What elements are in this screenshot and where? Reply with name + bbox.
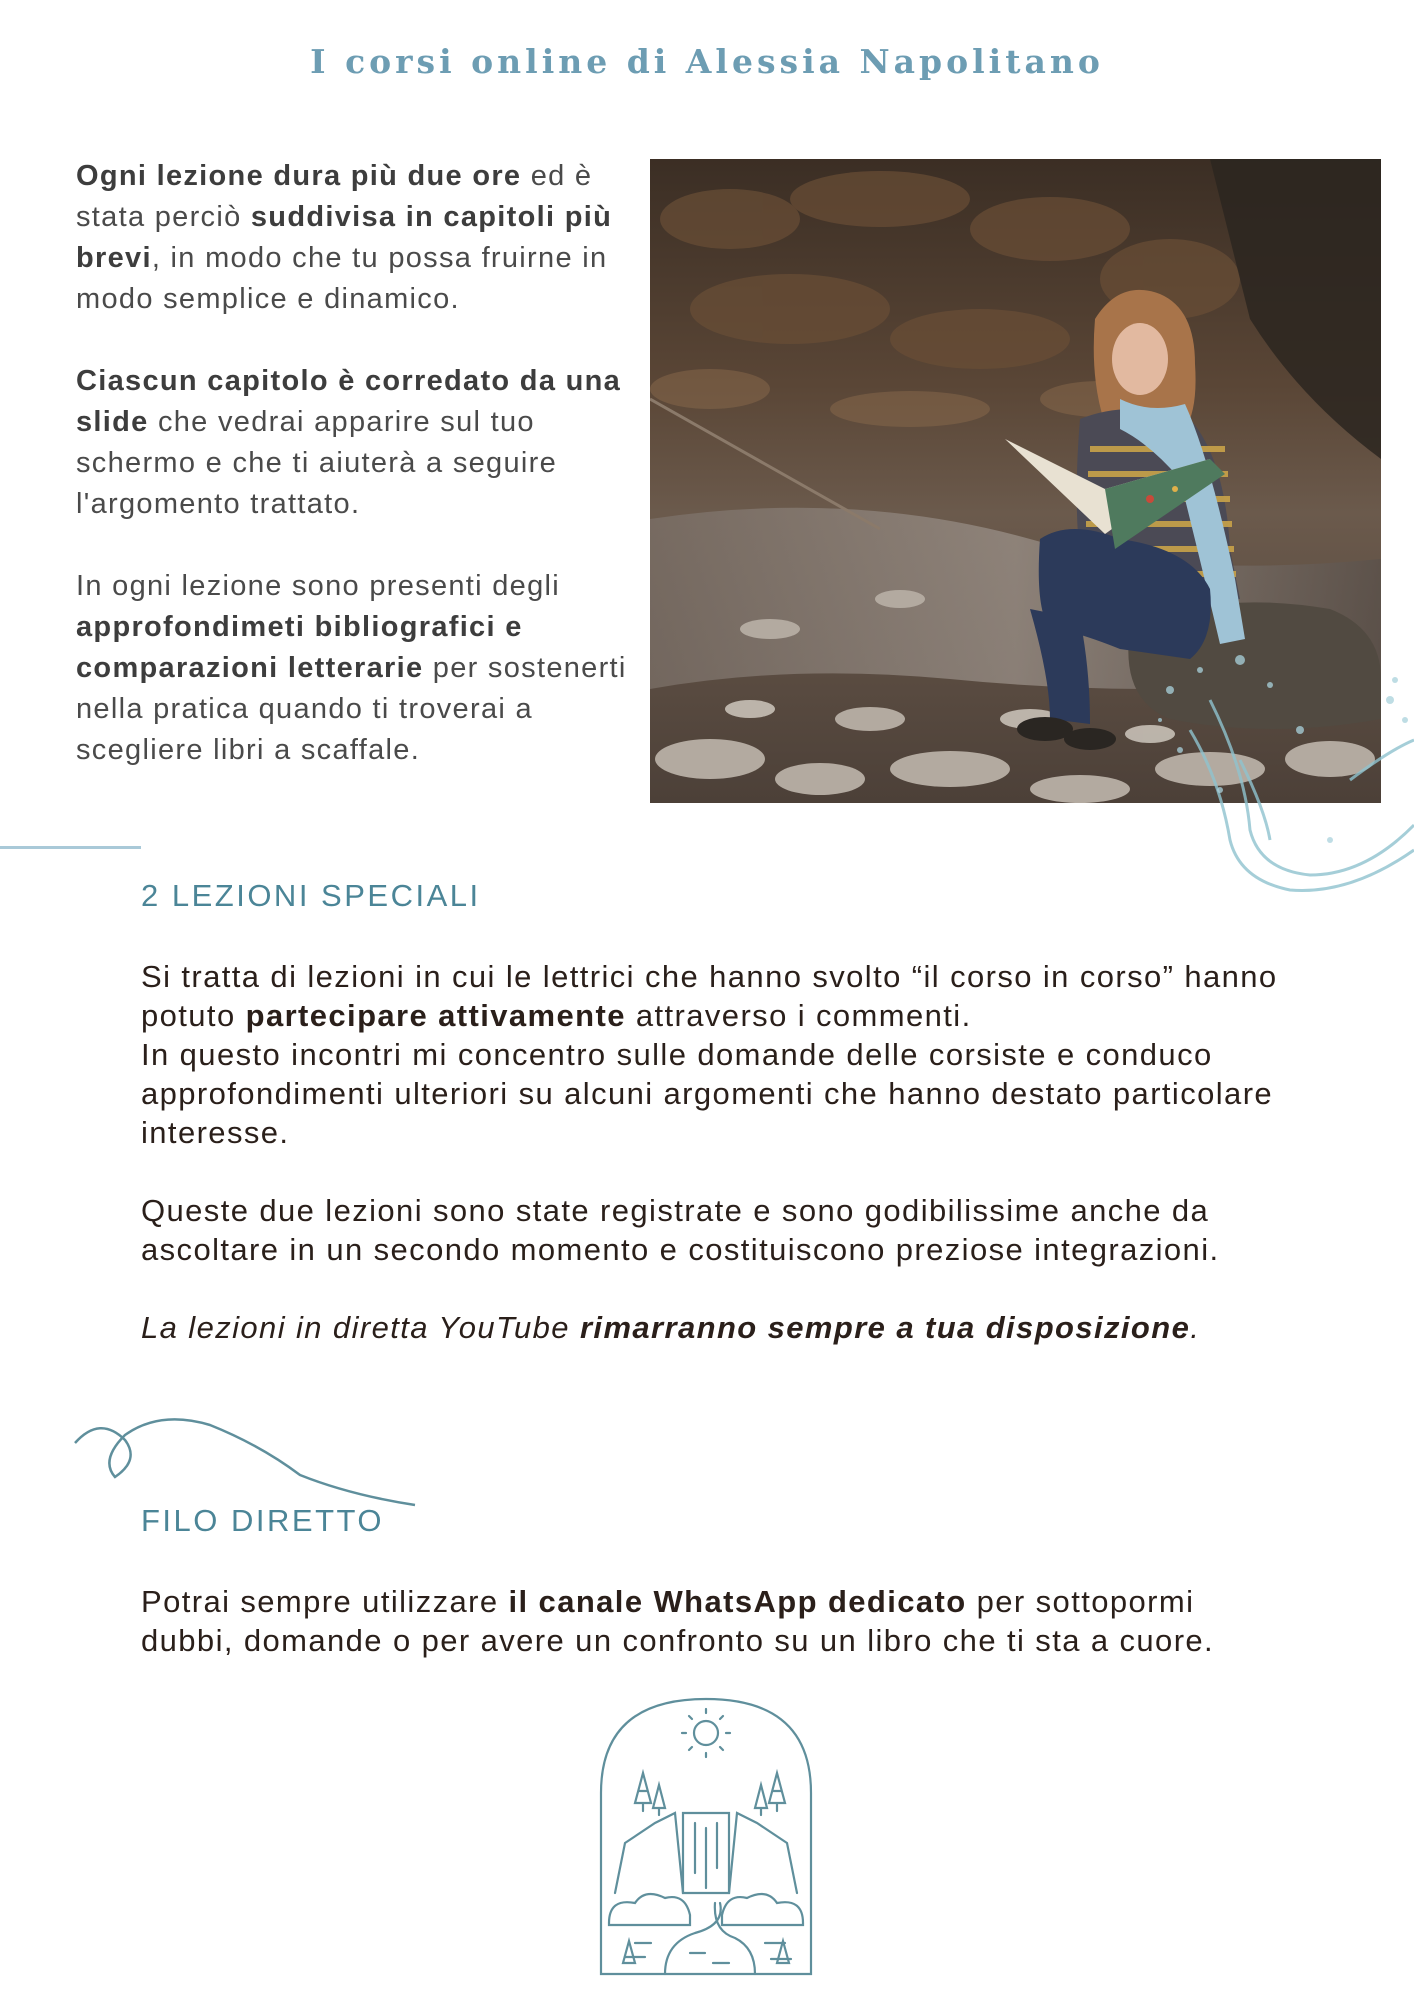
intro-paragraph-2 (76, 361, 636, 525)
section-filo-diretto (141, 1503, 1291, 1660)
lezioni-paragraph-2: Queste due lezioni sono state registrate e sono godibilissime anche da ascoltare in un secondo momento e costituiscono preziose integrazioni. (141, 1193, 1220, 1267)
lezioni-p3-text-2: . (1190, 1310, 1201, 1345)
lezioni-p1-text-1: Si tratta di lezioni in cui le lettrici che hanno svolto “il corso in corso” hanno potuto (141, 959, 1278, 1033)
intro-p3-text-2: per sostenerti nella pratica quando ti troverai a scegliere libri a scaffale. (76, 652, 627, 766)
intro-p1-text-2: , in modo che tu possa fruirne in modo semplice e dinamico. (76, 242, 608, 315)
intro-p1-bold-2: suddivisa in capitoli più brevi (76, 201, 613, 274)
intro-p1-bold-1: Ogni lezione dura più due ore (76, 160, 522, 192)
filo-p1-text-1: Potrai sempre utilizzare (141, 1584, 509, 1619)
lezioni-paragraph-3 (141, 1308, 1291, 1347)
filo-paragraph-1 (141, 1582, 1291, 1660)
filo-p1-bold-1: il canale WhatsApp dedicato (508, 1584, 967, 1619)
intro-p3-bold-1: approfondimeti bibliografici e comparazioni letterarie (76, 611, 523, 684)
section-lezioni-speciali (141, 878, 1291, 1347)
intro-paragraph-1 (76, 156, 636, 320)
intro-p2-text-1: che vedrai apparire sul tuo schermo e che ti aiuterà a seguire l'argomento trattato. (76, 406, 558, 520)
page-title: I corsi online di Alessia Napolitano (310, 42, 1104, 81)
section-heading-filo: FILO DIRETTO (141, 1503, 385, 1538)
intro-p1-text-1: ed è stata perciò (76, 160, 593, 233)
lezioni-p3-bold-1: rimarranno sempre a tua disposizione (579, 1310, 1191, 1345)
section-divider-line (0, 846, 141, 849)
filo-p1-text-2: per sottopormi dubbi, domande o per avere un confronto su un libro che ti sta a cuore. (141, 1584, 1215, 1658)
lezioni-p3-text-1: La lezioni in diretta YouTube (141, 1310, 580, 1345)
lezioni-p1-text-3: In questo incontri mi concentro sulle domande delle corsiste e conduco approfondimenti ulteriori su alcuni argomenti che hanno destato particolare interesse. (141, 1037, 1274, 1150)
section-heading-lezioni: 2 LEZIONI SPECIALI (141, 878, 481, 913)
lezioni-p1-bold-1: partecipare attivamente (245, 998, 626, 1033)
intro-p3-text-1: In ogni lezione sono presenti degli (76, 570, 561, 602)
lezioni-paragraph-1 (141, 957, 1291, 1152)
intro-p2-bold-1: Ciascun capitolo è corredato da una slide (76, 365, 622, 438)
intro-column (76, 156, 636, 812)
waterfall-arch-emblem-icon (595, 1693, 817, 1980)
lezioni-p1-text-2: attraverso i commenti. (625, 998, 972, 1033)
intro-paragraph-3 (76, 566, 636, 771)
